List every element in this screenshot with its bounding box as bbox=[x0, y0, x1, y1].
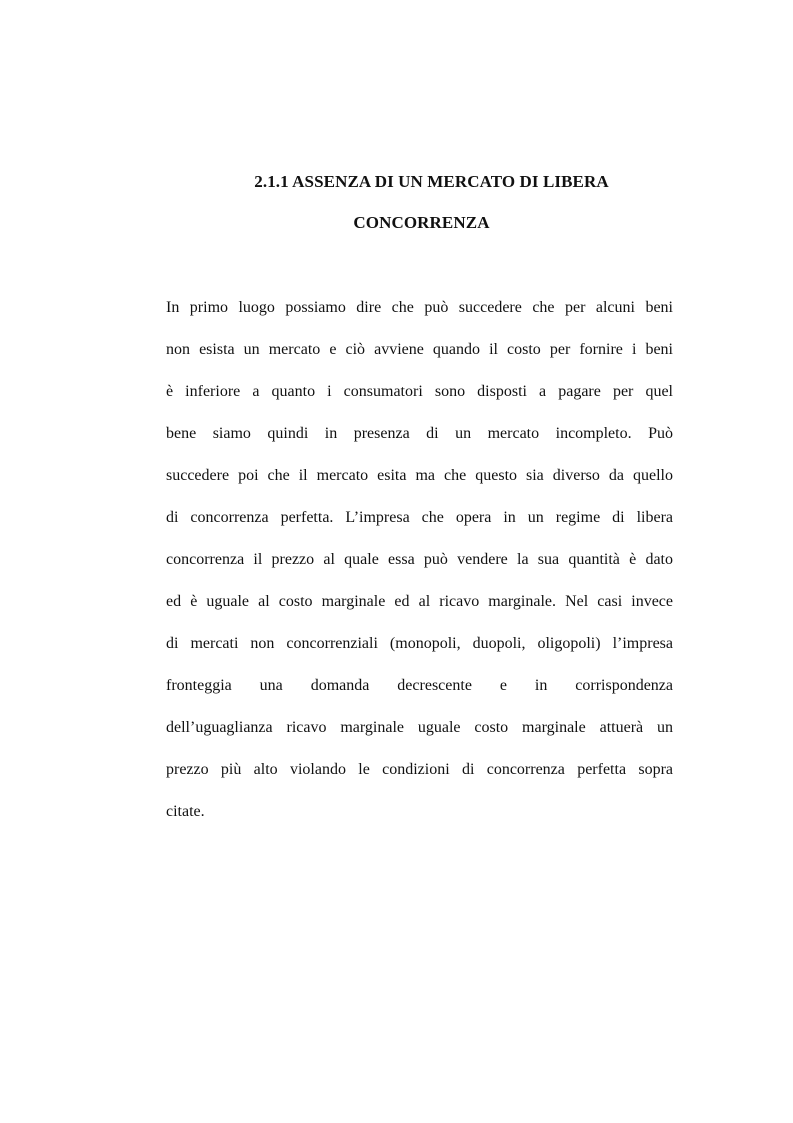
section-heading-line-2: CONCORRENZA bbox=[353, 213, 490, 232]
paragraph-line: dell’uguaglianza ricavo marginale uguale costo marginale attuerà un bbox=[166, 719, 673, 736]
paragraph-line: fronteggia una domanda decrescente e in corrispondenza bbox=[166, 677, 673, 694]
paragraph-line: prezzo più alto violando le condizioni di concorrenza perfetta sopra bbox=[166, 761, 673, 778]
section-heading-line-1: 2.1.1 ASSENZA DI UN MERCATO DI LIBERA bbox=[254, 172, 609, 191]
paragraph-line-last: citate. bbox=[166, 803, 205, 820]
paragraph-line: di concorrenza perfetta. L’impresa che opera in un regime di libera bbox=[166, 509, 673, 526]
paragraph-line: è inferiore a quanto i consumatori sono disposti a pagare per quel bbox=[166, 383, 673, 400]
paragraph-line: ed è uguale al costo marginale ed al ricavo marginale. Nel casi invece bbox=[166, 593, 673, 610]
paragraph-line: bene siamo quindi in presenza di un mercato incompleto. Può bbox=[166, 425, 673, 442]
body-paragraph bbox=[166, 292, 673, 838]
paragraph-line: In primo luogo possiamo dire che può succedere che per alcuni beni bbox=[166, 299, 673, 316]
paragraph-line: non esista un mercato e ciò avviene quando il costo per fornire i beni bbox=[166, 341, 673, 358]
paragraph-line: concorrenza il prezzo al quale essa può vendere la sua quantità è dato bbox=[166, 551, 673, 568]
paragraph-line: di mercati non concorrenziali (monopoli, duopoli, oligopoli) l’impresa bbox=[166, 635, 673, 652]
paragraph-line: succedere poi che il mercato esita ma che questo sia diverso da quello bbox=[166, 467, 673, 484]
